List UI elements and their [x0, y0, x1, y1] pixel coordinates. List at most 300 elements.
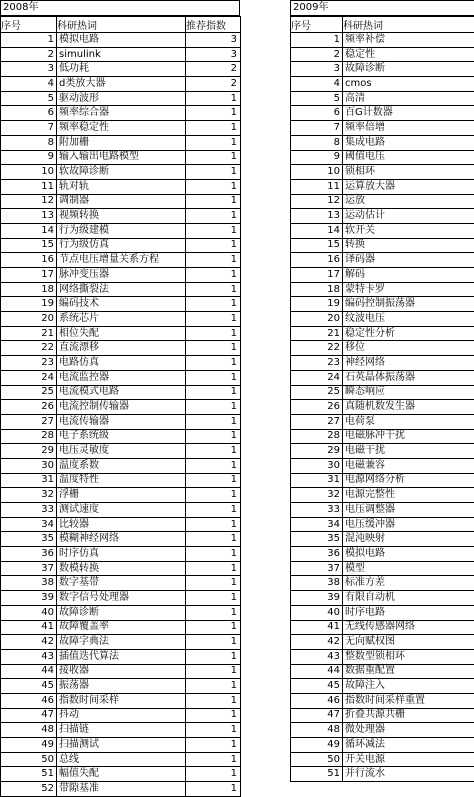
cell-score: 1 — [186, 576, 241, 591]
cell-term: simulink — [57, 47, 186, 62]
table-row — [1, 268, 241, 283]
table-row — [1, 649, 241, 664]
cell-term: 浮栅 — [57, 488, 186, 503]
cell-index: 18 — [1, 282, 57, 297]
cell-index: 22 — [1, 341, 57, 356]
cell-term: 轨对轨 — [57, 179, 186, 194]
cell-index: 9 — [291, 150, 343, 165]
cell-term: 模型 — [343, 561, 474, 576]
cell-index: 37 — [291, 561, 343, 576]
cell-term: 插值迭代算法 — [57, 649, 186, 664]
year-label-2008: 2008年 — [0, 0, 240, 16]
table-row — [1, 165, 241, 180]
table-row — [291, 400, 474, 415]
cell-score: 1 — [186, 708, 241, 723]
table-row — [291, 385, 474, 400]
cell-index: 11 — [291, 179, 343, 194]
cell-index: 35 — [1, 532, 57, 547]
cell-index: 13 — [1, 209, 57, 224]
table-row — [1, 135, 241, 150]
cell-term: 调制器 — [57, 194, 186, 209]
cell-term: 电子系统级 — [57, 429, 186, 444]
table-row — [291, 444, 474, 459]
cell-term: 集成电路 — [343, 135, 474, 150]
cell-index: 4 — [1, 77, 57, 92]
cell-index: 19 — [291, 297, 343, 312]
cell-term: 电磁脉冲干扰 — [343, 429, 474, 444]
cell-term: 相位失配 — [57, 326, 186, 341]
table-row — [1, 326, 241, 341]
cell-term: 带隙基准 — [57, 782, 186, 797]
cell-index: 41 — [1, 620, 57, 635]
cell-score: 1 — [186, 679, 241, 694]
cell-term: 故障注入 — [343, 679, 474, 694]
cell-score: 2 — [186, 62, 241, 77]
cell-term: 电压调整器 — [343, 503, 474, 518]
cell-index: 31 — [291, 473, 343, 488]
table-row — [291, 679, 474, 694]
cell-term: 石英晶体振荡器 — [343, 370, 474, 385]
cell-term: 频率补偿 — [343, 33, 474, 48]
cell-term: 行为级建模 — [57, 223, 186, 238]
cell-score: 1 — [186, 253, 241, 268]
table-row — [291, 532, 474, 547]
cell-index: 19 — [1, 297, 57, 312]
cell-term: 电磁干扰 — [343, 444, 474, 459]
cell-score: 1 — [186, 179, 241, 194]
cell-index: 1 — [291, 33, 343, 48]
cell-index: 45 — [1, 679, 57, 694]
table-row — [291, 268, 474, 283]
cell-term: 脉冲变压器 — [57, 268, 186, 283]
table-row — [291, 341, 474, 356]
cell-term: 循环减法 — [343, 738, 474, 753]
cell-index: 35 — [291, 532, 343, 547]
cell-term: 故障诊断 — [343, 62, 474, 77]
cell-score: 1 — [186, 223, 241, 238]
cell-score: 1 — [186, 605, 241, 620]
cell-term: cmos — [343, 77, 474, 92]
cell-index: 38 — [291, 576, 343, 591]
table-row — [1, 194, 241, 209]
table-row — [1, 458, 241, 473]
cell-index: 39 — [1, 591, 57, 606]
cell-term: 电流控制传输器 — [57, 400, 186, 415]
cell-index: 36 — [291, 547, 343, 562]
table-row — [291, 458, 474, 473]
cell-index: 4 — [291, 77, 343, 92]
cell-score: 1 — [186, 547, 241, 562]
cell-score: 2 — [186, 77, 241, 92]
table-row — [291, 635, 474, 650]
cell-score: 1 — [186, 135, 241, 150]
cell-term: 数字基带 — [57, 576, 186, 591]
cell-index: 11 — [1, 179, 57, 194]
table-row — [1, 312, 241, 327]
table-row — [291, 33, 474, 48]
cell-term: 阈值电压 — [343, 150, 474, 165]
table-row — [291, 473, 474, 488]
cell-index: 30 — [1, 458, 57, 473]
table-row — [1, 576, 241, 591]
cell-index: 32 — [291, 488, 343, 503]
cell-term: 解码 — [343, 268, 474, 283]
cell-index: 29 — [1, 444, 57, 459]
table-row — [1, 414, 241, 429]
table-row — [291, 135, 474, 150]
table-row — [291, 91, 474, 106]
cell-term: 运算放大器 — [343, 179, 474, 194]
cell-index: 10 — [1, 165, 57, 180]
cell-term: 振荡器 — [57, 679, 186, 694]
cell-score: 1 — [186, 165, 241, 180]
cell-term: 系统芯片 — [57, 312, 186, 327]
cell-term: 电流传输器 — [57, 414, 186, 429]
cell-term: 微处理器 — [343, 723, 474, 738]
cell-score: 1 — [186, 91, 241, 106]
cell-index: 13 — [291, 209, 343, 224]
cell-term: 指数时间采样 — [57, 693, 186, 708]
cell-term: 行为级仿真 — [57, 238, 186, 253]
table-row — [1, 782, 241, 797]
cell-term: 整数型锁相环 — [343, 649, 474, 664]
table-row — [291, 414, 474, 429]
cell-index: 20 — [1, 312, 57, 327]
cell-score: 1 — [186, 738, 241, 753]
cell-score: 1 — [186, 488, 241, 503]
col-header-index: 序号 — [1, 17, 57, 33]
cell-term: 移位 — [343, 341, 474, 356]
year-label-2009: 2009年 — [290, 0, 474, 16]
cell-index: 26 — [291, 400, 343, 415]
cell-index: 30 — [291, 458, 343, 473]
cell-score: 1 — [186, 414, 241, 429]
table-row — [291, 664, 474, 679]
cell-score: 1 — [186, 297, 241, 312]
table-row — [1, 429, 241, 444]
table-row — [291, 106, 474, 121]
cell-index: 21 — [1, 326, 57, 341]
table-row — [291, 62, 474, 77]
cell-index: 33 — [291, 503, 343, 518]
table-row — [1, 62, 241, 77]
table-row — [1, 33, 241, 48]
cell-term: 模拟电路 — [343, 547, 474, 562]
table-row — [1, 106, 241, 121]
cell-index: 22 — [291, 341, 343, 356]
table-row — [1, 341, 241, 356]
table-row — [291, 77, 474, 92]
table-row — [1, 400, 241, 415]
cell-score: 1 — [186, 341, 241, 356]
cell-index: 42 — [291, 635, 343, 650]
cell-score: 1 — [186, 532, 241, 547]
cell-index: 46 — [1, 693, 57, 708]
cell-index: 39 — [291, 591, 343, 606]
cell-index: 37 — [1, 561, 57, 576]
cell-term: 网络撕裂法 — [57, 282, 186, 297]
cell-index: 40 — [1, 605, 57, 620]
cell-term: 纹波电压 — [343, 312, 474, 327]
table-row — [1, 767, 241, 782]
table-row — [291, 194, 474, 209]
cell-term: 转换 — [343, 238, 474, 253]
table-row — [291, 723, 474, 738]
table-row — [291, 326, 474, 341]
table-row — [1, 253, 241, 268]
cell-term: 低功耗 — [57, 62, 186, 77]
cell-index: 26 — [1, 400, 57, 415]
cell-term: 稳定性 — [343, 47, 474, 62]
table-row — [291, 297, 474, 312]
cell-index: 6 — [1, 106, 57, 121]
cell-term: 扫描测试 — [57, 738, 186, 753]
cell-index: 27 — [291, 414, 343, 429]
cell-term: 运放 — [343, 194, 474, 209]
cell-index: 16 — [1, 253, 57, 268]
table-row — [291, 488, 474, 503]
cell-term: 比较器 — [57, 517, 186, 532]
cell-score: 1 — [186, 444, 241, 459]
cell-index: 25 — [1, 385, 57, 400]
table-row — [291, 121, 474, 136]
cell-index: 36 — [1, 547, 57, 562]
cell-index: 50 — [1, 752, 57, 767]
cell-term: 稳定性分析 — [343, 326, 474, 341]
cell-index: 38 — [1, 576, 57, 591]
table-row — [291, 253, 474, 268]
cell-term: 并行流水 — [343, 767, 474, 782]
cell-term: 电压缓冲器 — [343, 517, 474, 532]
table-row — [291, 165, 474, 180]
cell-index: 49 — [1, 738, 57, 753]
cell-index: 47 — [1, 708, 57, 723]
table-row — [1, 150, 241, 165]
cell-term: 附加栅 — [57, 135, 186, 150]
table-row — [1, 121, 241, 136]
table-row — [291, 150, 474, 165]
table-row — [1, 223, 241, 238]
cell-index: 41 — [291, 620, 343, 635]
cell-score: 1 — [186, 282, 241, 297]
cell-index: 49 — [291, 738, 343, 753]
table-row — [1, 738, 241, 753]
cell-term: 蒙特卡罗 — [343, 282, 474, 297]
cell-index: 8 — [291, 135, 343, 150]
cell-index: 12 — [291, 194, 343, 209]
table-row — [291, 282, 474, 297]
cell-index: 28 — [1, 429, 57, 444]
cell-term: 温度特性 — [57, 473, 186, 488]
table-row — [1, 517, 241, 532]
cell-index: 40 — [291, 605, 343, 620]
table-row — [291, 238, 474, 253]
cell-index: 28 — [291, 429, 343, 444]
cell-term: 锁相环 — [343, 165, 474, 180]
table-row — [1, 693, 241, 708]
cell-term: 软故障诊断 — [57, 165, 186, 180]
cell-term: 频率倍增 — [343, 121, 474, 136]
cell-term: 高清 — [343, 91, 474, 106]
cell-term: 数字信号处理器 — [57, 591, 186, 606]
table-row — [291, 620, 474, 635]
cell-score: 1 — [186, 326, 241, 341]
cell-score: 1 — [186, 767, 241, 782]
cell-score: 1 — [186, 194, 241, 209]
cell-term: 输入输出电路模型 — [57, 150, 186, 165]
cell-term: 时序仿真 — [57, 547, 186, 562]
table-row — [1, 47, 241, 62]
cell-term: 电源网络分析 — [343, 473, 474, 488]
table-row — [1, 635, 241, 650]
table-row — [291, 547, 474, 562]
cell-score: 1 — [186, 503, 241, 518]
cell-index: 32 — [1, 488, 57, 503]
table-row — [291, 209, 474, 224]
table-row — [1, 591, 241, 606]
cell-term: 标准方差 — [343, 576, 474, 591]
table-row — [1, 385, 241, 400]
cell-term: 折叠共源共栅 — [343, 708, 474, 723]
cell-score: 1 — [186, 209, 241, 224]
cell-index: 25 — [291, 385, 343, 400]
cell-index: 44 — [1, 664, 57, 679]
cell-index: 23 — [291, 356, 343, 371]
cell-term: 电源完整性 — [343, 488, 474, 503]
table-row — [1, 77, 241, 92]
table-row — [291, 370, 474, 385]
cell-term: 幅值失配 — [57, 767, 186, 782]
cell-term: 直流漂移 — [57, 341, 186, 356]
table-row — [291, 708, 474, 723]
table-row — [1, 356, 241, 371]
header-row — [291, 17, 474, 33]
cell-term: 节点电压增量关系方程 — [57, 253, 186, 268]
table-row — [291, 576, 474, 591]
cell-term: 扫描链 — [57, 723, 186, 738]
table-row — [1, 179, 241, 194]
table-row — [1, 238, 241, 253]
cell-index: 20 — [291, 312, 343, 327]
cell-term: 电流监控器 — [57, 370, 186, 385]
cell-index: 17 — [1, 268, 57, 283]
cell-term: 开关电源 — [343, 752, 474, 767]
cell-term: 译码器 — [343, 253, 474, 268]
cell-term: 故障字典法 — [57, 635, 186, 650]
col-header-score: 推荐指数 — [186, 17, 241, 33]
table-row — [1, 91, 241, 106]
table-row — [1, 370, 241, 385]
cell-term: 混沌映射 — [343, 532, 474, 547]
cell-index: 46 — [291, 693, 343, 708]
cell-term: 电磁兼容 — [343, 458, 474, 473]
cell-index: 17 — [291, 268, 343, 283]
table-row — [1, 473, 241, 488]
cell-index: 24 — [291, 370, 343, 385]
cell-term: 时序电路 — [343, 605, 474, 620]
cell-score: 1 — [186, 458, 241, 473]
cell-index: 3 — [291, 62, 343, 77]
cell-term: 温度系数 — [57, 458, 186, 473]
cell-index: 44 — [291, 664, 343, 679]
table-row — [291, 429, 474, 444]
cell-score: 3 — [186, 33, 241, 48]
cell-index: 29 — [291, 444, 343, 459]
cell-term: 测试速度 — [57, 503, 186, 518]
table-row — [291, 179, 474, 194]
table-row — [1, 532, 241, 547]
cell-term: 指数时间采样重置 — [343, 693, 474, 708]
cell-term: 故障覆盖率 — [57, 620, 186, 635]
table-row — [291, 767, 474, 782]
cell-index: 43 — [291, 649, 343, 664]
cell-score: 1 — [186, 312, 241, 327]
table-row — [291, 649, 474, 664]
cell-term: 有限自动机 — [343, 591, 474, 606]
cell-term: 电荷泵 — [343, 414, 474, 429]
cell-term: 频率稳定性 — [57, 121, 186, 136]
cell-term: 接收器 — [57, 664, 186, 679]
table-row — [1, 605, 241, 620]
cell-score: 1 — [186, 400, 241, 415]
cell-index: 24 — [1, 370, 57, 385]
cell-term: 电流模式电路 — [57, 385, 186, 400]
table-row — [1, 209, 241, 224]
cell-score: 1 — [186, 591, 241, 606]
col-header-term: 科研热词 — [57, 17, 186, 33]
cell-term: 数模转换 — [57, 561, 186, 576]
table-row — [291, 47, 474, 62]
cell-term: 瞬态响应 — [343, 385, 474, 400]
cell-index: 48 — [1, 723, 57, 738]
table-row — [291, 561, 474, 576]
table-row — [1, 503, 241, 518]
cell-index: 34 — [291, 517, 343, 532]
cell-term: 无线传感器网络 — [343, 620, 474, 635]
cell-score: 1 — [186, 370, 241, 385]
cell-index: 34 — [1, 517, 57, 532]
cell-term: 软开关 — [343, 223, 474, 238]
table-row — [1, 620, 241, 635]
header-row — [1, 17, 241, 33]
cell-score: 1 — [186, 649, 241, 664]
cell-index: 5 — [1, 91, 57, 106]
cell-score: 1 — [186, 620, 241, 635]
cell-term: d类放大器 — [57, 77, 186, 92]
table-row — [291, 693, 474, 708]
cell-term: 数据重配置 — [343, 664, 474, 679]
cell-score: 1 — [186, 723, 241, 738]
cell-index: 2 — [1, 47, 57, 62]
cell-score: 1 — [186, 752, 241, 767]
cell-score: 1 — [186, 356, 241, 371]
cell-index: 31 — [1, 473, 57, 488]
table-row — [1, 547, 241, 562]
cell-term: 编码技术 — [57, 297, 186, 312]
cell-index: 52 — [1, 782, 57, 797]
cell-index: 7 — [291, 121, 343, 136]
cell-index: 47 — [291, 708, 343, 723]
cell-score: 1 — [186, 635, 241, 650]
cell-score: 1 — [186, 561, 241, 576]
cell-index: 14 — [291, 223, 343, 238]
cell-score: 1 — [186, 121, 241, 136]
table-row — [291, 312, 474, 327]
cell-score: 1 — [186, 150, 241, 165]
cell-index: 14 — [1, 223, 57, 238]
cell-score: 1 — [186, 693, 241, 708]
cell-score: 1 — [186, 782, 241, 797]
